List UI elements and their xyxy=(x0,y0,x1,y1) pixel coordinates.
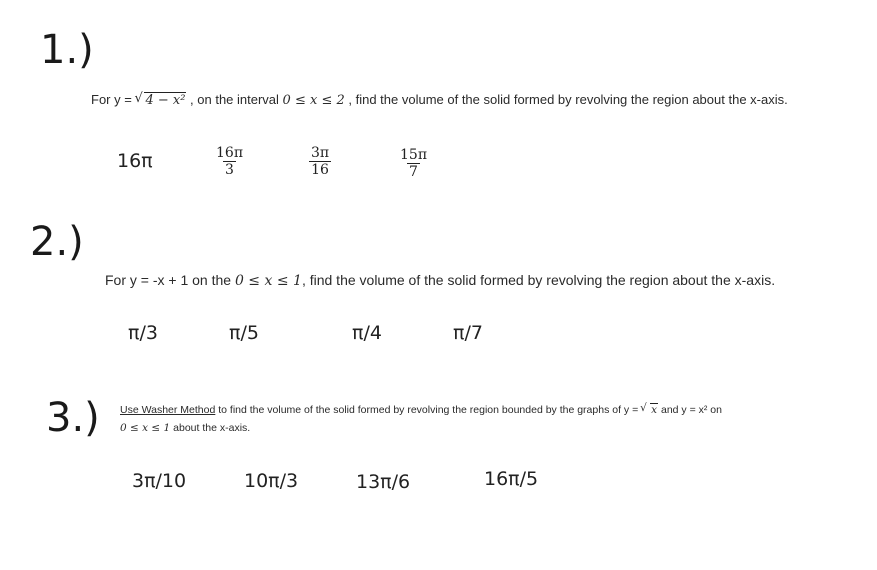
question-1-prompt xyxy=(91,92,788,108)
question-1-number: 1.) xyxy=(40,27,94,73)
q1-choice-2-numerator: 16π xyxy=(216,145,244,161)
question-3-prompt-line-2 xyxy=(120,422,250,434)
q1-choice-2-denominator: 3 xyxy=(225,162,234,179)
q1-prompt-prefix: For y = xyxy=(91,92,136,107)
q3-radicand: x xyxy=(651,404,658,416)
q1-choice-4-denominator: 7 xyxy=(409,164,418,181)
q3-sqrt-expression xyxy=(641,404,658,416)
question-3-number: 3.) xyxy=(46,395,100,441)
q1-prompt-mid: , on the interval xyxy=(186,92,283,107)
washer-method-link[interactable]: Use Washer Method xyxy=(120,404,216,416)
q3-choice-3[interactable]: 13π/6 xyxy=(356,471,411,493)
q1-choice-2[interactable] xyxy=(214,145,245,178)
q3-prompt-line-2-suffix: about the x-axis. xyxy=(170,422,251,434)
q1-radicand: 4 − x² xyxy=(145,93,186,108)
q2-choice-2[interactable]: π/5 xyxy=(229,322,259,344)
q1-choice-1[interactable]: 16π xyxy=(117,150,153,172)
q2-choice-4[interactable]: π/7 xyxy=(453,322,483,344)
q3-choice-1[interactable]: 3π/10 xyxy=(132,470,187,492)
q1-prompt-suffix: , find the volume of the solid formed by revolving the region about the x-axis. xyxy=(344,92,788,107)
q1-interval: 0 ≤ x ≤ 2 xyxy=(282,93,345,108)
q1-choice-4-numerator: 15π xyxy=(400,147,428,163)
q2-prompt-suffix: , find the volume of the solid formed by revolving the region about the x-axis. xyxy=(301,272,776,288)
question-2-number: 2.) xyxy=(30,219,84,265)
q3-prompt-part-1: to find the volume of the solid formed by revolving the region bounded by the graphs of y = xyxy=(215,404,642,416)
q2-prompt-prefix: For y = -x + 1 on the xyxy=(105,272,235,288)
q2-interval: 0 ≤ x ≤ 1 xyxy=(234,273,302,289)
q1-sqrt-expression xyxy=(135,93,186,108)
q1-choice-4[interactable] xyxy=(398,147,429,180)
q1-choice-3-numerator: 3π xyxy=(311,145,330,161)
q1-choice-3-denominator: 16 xyxy=(311,162,329,179)
question-3-prompt-line-1 xyxy=(120,404,722,416)
q3-interval: 0 ≤ x ≤ 1 xyxy=(120,422,171,434)
question-2-prompt xyxy=(105,272,775,289)
q3-choice-2[interactable]: 10π/3 xyxy=(244,470,299,492)
q2-choice-1[interactable]: π/3 xyxy=(128,322,158,344)
q2-choice-3[interactable]: π/4 xyxy=(352,322,382,344)
q3-choice-4[interactable]: 16π/5 xyxy=(484,468,539,490)
q3-prompt-part-2: and y = x² on xyxy=(658,404,722,416)
q1-choice-3[interactable] xyxy=(309,145,331,178)
